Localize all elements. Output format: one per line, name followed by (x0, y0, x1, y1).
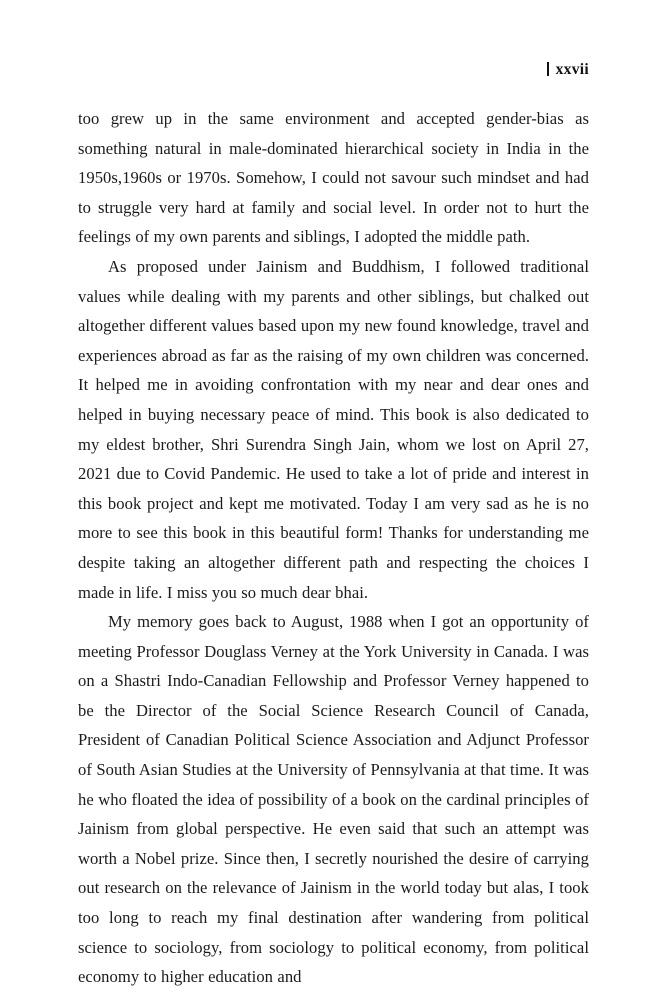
page-number-roman: xxvii (555, 60, 589, 78)
paragraph-continued: too grew up in the same environment and accepted gender-bias as something natural in male-dominated hierarchical society in India in the 1950s,1960s or 1970s. Somehow, I could not savour such mindset and had to struggle very hard at family and social level. In order not to hurt the feelings of my own parents and siblings, I adopted the middle path. (78, 109, 589, 247)
vertical-bar-icon (547, 62, 549, 76)
paragraph-memory-1988: My memory goes back to August, 1988 when I got an opportunity of meeting Professor Douglass Verney at the York University in Canada. I was on a Shastri Indo-Canadian Fellowship and Professor Verney happened to be the Director of the Social Science Research Council of Canada, President of Canadian Political Science Association and Adjunct Professor of South Asian Studies at the University of Pennsylvania at that time. It was he who floated the idea of possibility of a book on the cardinal principles of Jainism from global perspective. He even said that such an attempt was worth a Nobel prize. Since then, I secretly nourished the desire of carrying out research on the relevance of Jainism in the world today but alas, I took too long to reach my final destination after wandering from political science to sociology, from sociology to political economy, from political economy to higher education and (78, 612, 589, 987)
running-header (78, 58, 589, 80)
page-folio (547, 60, 589, 79)
text-block (78, 104, 589, 992)
paragraph-jainism-buddhism: As proposed under Jainism and Buddhism, I followed traditional values while dealing with my parents and other siblings, but chalked out altogether different values based upon my new found knowledge, travel and experiences abroad as far as the raising of my own children was concerned. It helped me in avoiding confrontation with my near and dear ones and helped in buying necessary peace of mind. This book is also dedicated to my eldest brother, Shri Surendra Singh Jain, whom we lost on April 27, 2021 due to Covid Pandemic. He used to take a lot of pride and interest in this book project and kept me motivated. Today I am very sad as he is no more to see this book in this beautiful form! Thanks for understanding me despite taking an altogether different path and respecting the choices I made in life. I miss you so much dear bhai. (78, 256, 589, 602)
